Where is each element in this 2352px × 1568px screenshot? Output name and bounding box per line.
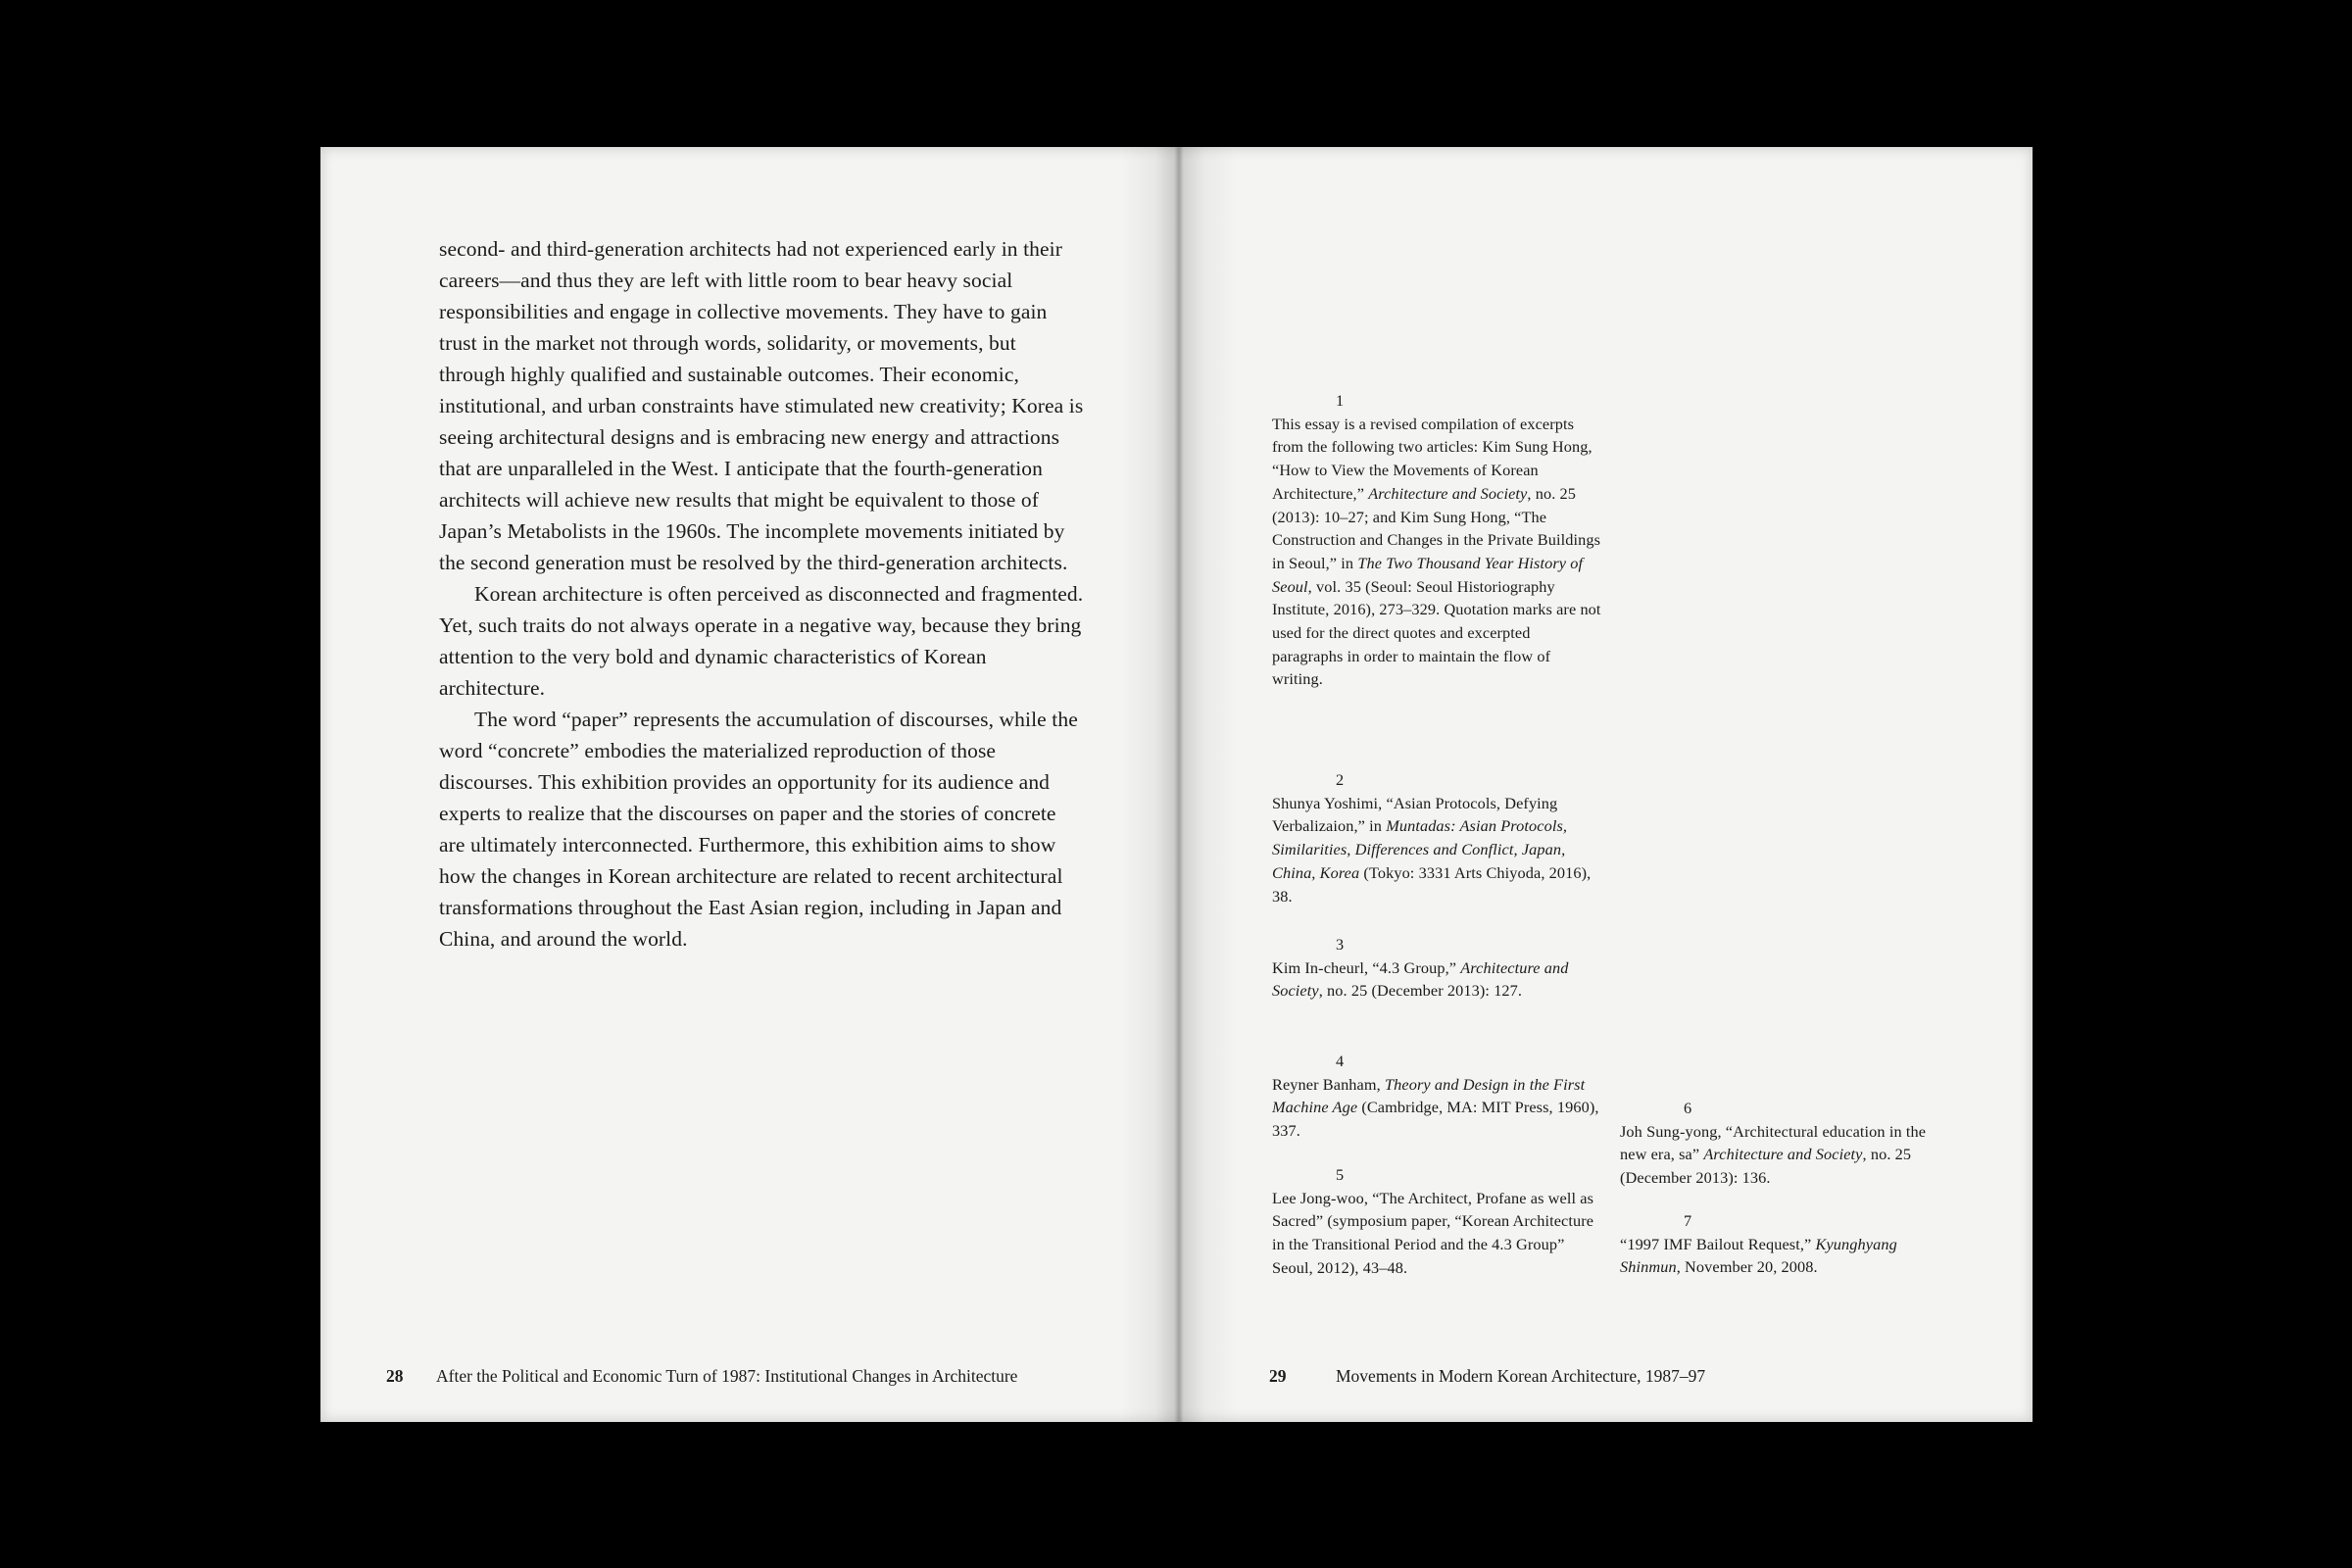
footnote-italic-text: The Two Thousand Year History of Seoul	[1272, 553, 1584, 596]
footnote-italic-text: Muntadas: Asian Protocols, Similarities, Differences and Conflict, Japan, China, Korea	[1272, 816, 1568, 882]
footnote-italic-text: Architecture and Society	[1272, 957, 1569, 1001]
footnote-4	[1272, 1050, 1601, 1143]
footnote-text: (Tokyo: 3331 Arts Chiyoda, 2016), 38.	[1272, 862, 1592, 906]
footnote-number: 1	[1336, 391, 1345, 410]
footnote-text: Shunya Yoshimi, “Asian Protocols, Defying Verbalizaion,” in	[1272, 793, 1558, 836]
footnote-text: This essay is a revised compilation of excerpts from the following two articles: Kim Sung Hong, “How to View the Movements of Korean Architecture,”	[1272, 414, 1592, 503]
running-title: Movements in Modern Korean Architecture, 1987–97	[1336, 1366, 1706, 1386]
footnote-1	[1272, 389, 1601, 691]
footnote-5	[1272, 1163, 1601, 1280]
footnote-2	[1272, 768, 1601, 907]
body-paragraph: The word “paper” represents the accumulation of discourses, while the word “concrete” embodies the materialized reproduction of those discourses. This exhibition provides an opportunity for its audience and experts to realize that the discourses on paper and the stories of concrete are ultimately interconnected. Furthermore, this exhibition aims to show how the changes in Korean architecture are related to recent architectural transformations throughout the East Asian region, including in Japan and China, and around the world.	[439, 708, 1078, 951]
book-spread	[320, 147, 2033, 1422]
footnote-text: Joh Sung-yong, “Architectural education in the new era, sa”	[1620, 1121, 1927, 1164]
footnote-number: 2	[1336, 770, 1345, 789]
footnote-7	[1620, 1209, 1949, 1279]
footnote-italic-text: Kyunghyang Shinmun	[1620, 1234, 1897, 1277]
footnote-italic-text: Theory and Design in the First Machine Age	[1272, 1074, 1586, 1117]
footnote-text: Reyner Banham,	[1272, 1074, 1385, 1094]
body-paragraph: second- and third-generation architects had not experienced early in their careers—and thus they are left with little room to bear heavy social responsibilities and engage in collective movements. They have to gain trust in the market not through words, solidarity, or movements, but through highly qualified and sustainable outcomes. Their economic, institutional, and urban constraints have stimulated new creativity; Korea is seeing architectural designs and is embracing new energy and attractions that are unparalleled in the West. I anticipate that the fourth-generation architects will achieve new results that might be equivalent to those of Japan’s Metabolists in the 1960s. The incomplete movements initiated by the second generation must be resolved by the third-generation architects.	[439, 237, 1084, 574]
footnote-text: , vol. 35 (Seoul: Seoul Historiography Institute, 2016), 273–329. Quotation marks are not used for the direct quotes and excerpted paragraphs in order to maintain the flow of writing.	[1272, 576, 1601, 689]
footnote-text: Lee Jong-woo, “The Architect, Profane as well as Sacred” (symposium paper, “Korean Architecture in the Transitional Period and the 4.3 Group” Seoul, 2012), 43–48.	[1272, 1188, 1594, 1277]
footnote-text: “1997 IMF Bailout Request,”	[1620, 1234, 1816, 1253]
footnote-text: , no. 25 (December 2013): 136.	[1620, 1145, 1912, 1188]
running-title: After the Political and Economic Turn of 1987: Institutional Changes in Architecture	[436, 1366, 1018, 1386]
footnote-text: , no. 25 (2013): 10–27; and Kim Sung Hong, “The Construction and Changes in the Private Buildings in Seoul,” in	[1272, 483, 1601, 572]
footnote-italic-text: Architecture and Society	[1368, 483, 1528, 503]
footnote-text: , no. 25 (December 2013): 127.	[1318, 981, 1523, 1001]
page-number: 28	[386, 1366, 404, 1386]
footnote-number: 3	[1336, 935, 1345, 954]
footnote-text: Kim In-cheurl, “4.3 Group,”	[1272, 957, 1461, 977]
footnote-number: 6	[1684, 1099, 1692, 1117]
page-number: 29	[1269, 1366, 1287, 1386]
footnote-6	[1620, 1097, 1949, 1190]
footnote-number: 5	[1336, 1165, 1345, 1184]
footnote-3	[1272, 933, 1601, 1003]
body-paragraph: Korean architecture is often perceived as disconnected and fragmented. Yet, such traits do not always operate in a negative way, because they bring attention to the very bold and dynamic characteristics of Korean architecture.	[439, 582, 1084, 700]
footnote-text: , November 20, 2008.	[1676, 1257, 1818, 1277]
footnote-number: 7	[1684, 1211, 1692, 1230]
footnote-italic-text: Architecture and Society	[1703, 1145, 1863, 1164]
left-page-body	[439, 233, 1086, 955]
footnote-text: (Cambridge, MA: MIT Press, 1960), 337.	[1272, 1098, 1599, 1141]
footnote-number: 4	[1336, 1052, 1345, 1070]
page-gutter-shadow	[1120, 147, 1238, 1422]
